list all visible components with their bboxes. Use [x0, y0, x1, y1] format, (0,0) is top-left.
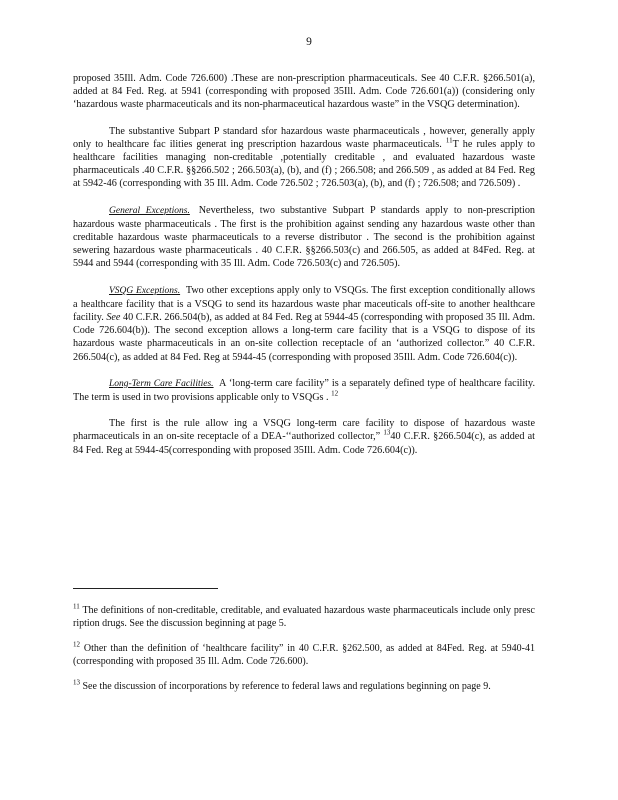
general-exceptions-text: Nevertheless, two substantive Subpart P standards apply to non-prescription hazardous waste pharmaceuticals . The first is the prohibition against sending any hazardous waste other than creditable hazardous waste pharmaceuticals to a reverse distributor . The second is the prohibition against sewering hazardous waste pharmaceuticals . 40 C.F.R. §§266.503(c) and 266.505, as added at 84Fed. Reg. at 5944 and 5944 (corresponding with 35 Ill. Adm. Code 726.503(c) and 726.505).	[73, 204, 536, 270]
footnote	[73, 642, 535, 668]
heading-vsqg-exceptions: VSQG Exceptions.	[109, 285, 181, 296]
paragraph-2-text-b: T he rules apply to healthcare facilities managing non-creditable ,potentially creditable , and evaluated hazardous waste pharmaceuticals .40 C.F.R. §§266.502 ; 266.503(a), (b), and (f) ; 266.508; and 266.509 , as added at 84 Fed. Reg at 5942-46 (corresponding with 35 Ill. Adm. Code 726.502 ; 726.503(a), (b), and (f) ; 726.508; and 726.509) .	[73, 138, 535, 190]
paragraph-2	[73, 125, 535, 191]
paragraph-6-text-b: 40 C.F.R. §266.504(c), as added at 84 Fed. Reg at 5944-45(corresponding with proposed 35Ill. Adm. Code 726.604(c)).	[73, 431, 535, 456]
footnote	[73, 604, 535, 630]
vsqg-exceptions-text-b: 40 C.F.R. 266.504(b), as added at 84 Fed. Reg at 5944-45 (corresponding with proposed 35 Ill. Adm. Code 726.604(b)). The second exception allows a long-term care facility that is a VSQG to dispose of its hazardous waste pharmaceuticals in an on-site collection receptacle of an ‘authorized collector.” 40 C.F.R. 266.504(c), as added at 84 Fed. Reg at 5944-45 (corresponding with proposed 35Ill. Adm. Code 726.604(c)).	[73, 312, 535, 363]
paragraph-6	[73, 417, 535, 457]
paragraph-long-term-care	[73, 377, 535, 404]
heading-long-term-care: Long-Term Care Facilities.	[109, 378, 214, 389]
footnote-number: 12	[73, 640, 80, 649]
footnote-ref-11: 11	[445, 136, 453, 145]
paragraph-general-exceptions	[73, 204, 535, 271]
paragraph-vsqg-exceptions	[73, 284, 535, 364]
vsqg-exceptions-text-a: Two other exceptions apply only to VSQGs. The first exception conditionally allows a healthcare facility that is a VSQG to send its hazardous waste phar maceuticals off-site to another healthcare facility.	[73, 284, 536, 324]
footnote-divider	[73, 588, 218, 589]
footnote-ref-12: 12	[331, 389, 339, 398]
footnote-text: Other than the definition of ‘healthcare facility” in 40 C.F.R. §262.500, as added at 84Fed. Reg. at 5940-41 (corresponding with proposed 35 Ill. Adm. Code 726.600).	[73, 643, 536, 667]
heading-general-exceptions: General Exceptions.	[109, 205, 190, 216]
footnotes	[73, 604, 535, 705]
footnote	[73, 680, 535, 693]
footnote-number: 13	[73, 678, 80, 687]
footnote-number: 11	[73, 602, 80, 611]
footnote-ref-13: 13	[383, 429, 391, 438]
long-term-care-text: A ‘long-term care facility” is a separately defined type of healthcare facility. The term is used in two provisions applicable only to VSQGs .	[73, 377, 535, 404]
paragraph-6-text-a: The first is the rule allow ing a VSQG long-term care facility to dispose of hazardous waste pharmaceuticals in an on-site receptacle of a DEA-‘‘authorized collector,”	[73, 418, 535, 443]
document-body	[73, 72, 535, 470]
paragraph-1: proposed 35Ill. Adm. Code 726.600) .These are non-prescription pharmaceuticals. See 40 C.F.R. §266.501(a), added at 84 Fed. Reg. at 5941 (corresponding with proposed 35Ill. Adm. Code 726.601(a)) (considering only ‘hazardous waste pharmaceuticals and its non-pharmaceutical hazardous waste” in the VSQG determination).	[73, 73, 535, 111]
footnote-text: The definitions of non-creditable, creditable, and evaluated hazardous waste pharmaceuticals include only presc ription drugs. See the discussion beginning at page 5.	[73, 605, 535, 629]
page-number: 9	[306, 36, 312, 48]
paragraph-2-text-a: The substantive Subpart P standard sfor hazardous waste pharmaceuticals , however, generally apply only to healthcare fac ilities generat ing prescription hazardous waste pharmaceuticals.	[73, 125, 535, 150]
see-signal: See	[106, 312, 121, 324]
footnote-text: See the discussion of incorporations by reference to federal laws and regulations beginning on page 9.	[82, 681, 491, 692]
